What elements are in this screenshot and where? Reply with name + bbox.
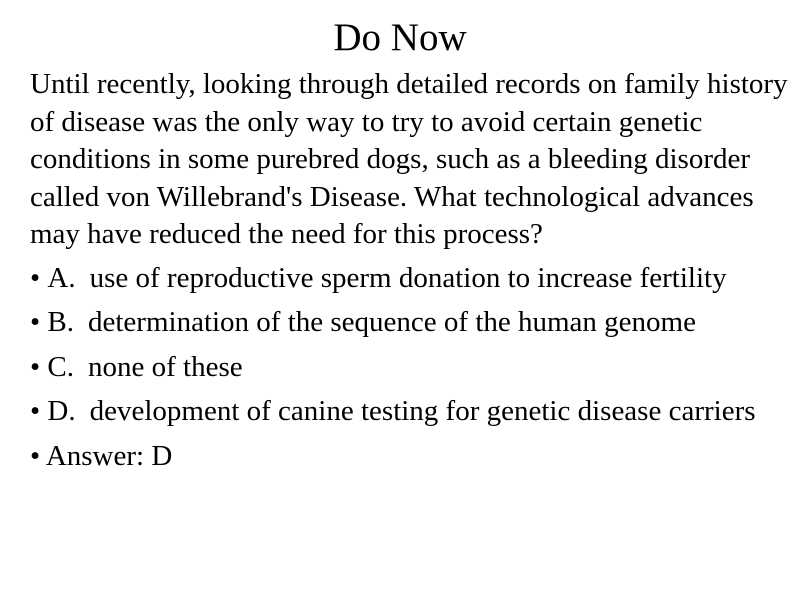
option-letter: A. xyxy=(47,261,76,294)
bullet-glyph: • xyxy=(30,350,41,383)
option-text: development of canine testing for genetic disease carriers xyxy=(89,395,756,427)
question-text: Until recently, looking through detailed records on family history of disease was the only way to try to avoid certain genetic conditions in some purebred dogs, such as a bleeding disorder called von Willebrand's Disease. What technological advances may have reduced the need for this process? xyxy=(30,68,788,250)
slide-title: Do Now xyxy=(333,16,467,59)
option-text: use of reproductive sperm donation to increase fertility xyxy=(89,261,727,294)
option-letter: D. xyxy=(47,395,76,427)
bullet-glyph: • xyxy=(30,395,41,427)
option-c xyxy=(30,349,790,387)
option-letter: C. xyxy=(47,350,74,383)
bullet-glyph: • xyxy=(30,439,41,472)
option-d xyxy=(30,393,790,431)
option-text: none of these xyxy=(88,350,243,383)
option-text: determination of the sequence of the human genome xyxy=(88,306,696,338)
bullet-glyph: • xyxy=(30,306,41,338)
slide-content xyxy=(30,66,790,482)
option-b xyxy=(30,304,790,342)
option-a xyxy=(30,260,790,298)
bullet-glyph: • xyxy=(30,261,41,294)
answer-text: Answer: D xyxy=(45,439,173,472)
option-letter: B. xyxy=(47,306,74,338)
answer-line xyxy=(30,438,790,476)
